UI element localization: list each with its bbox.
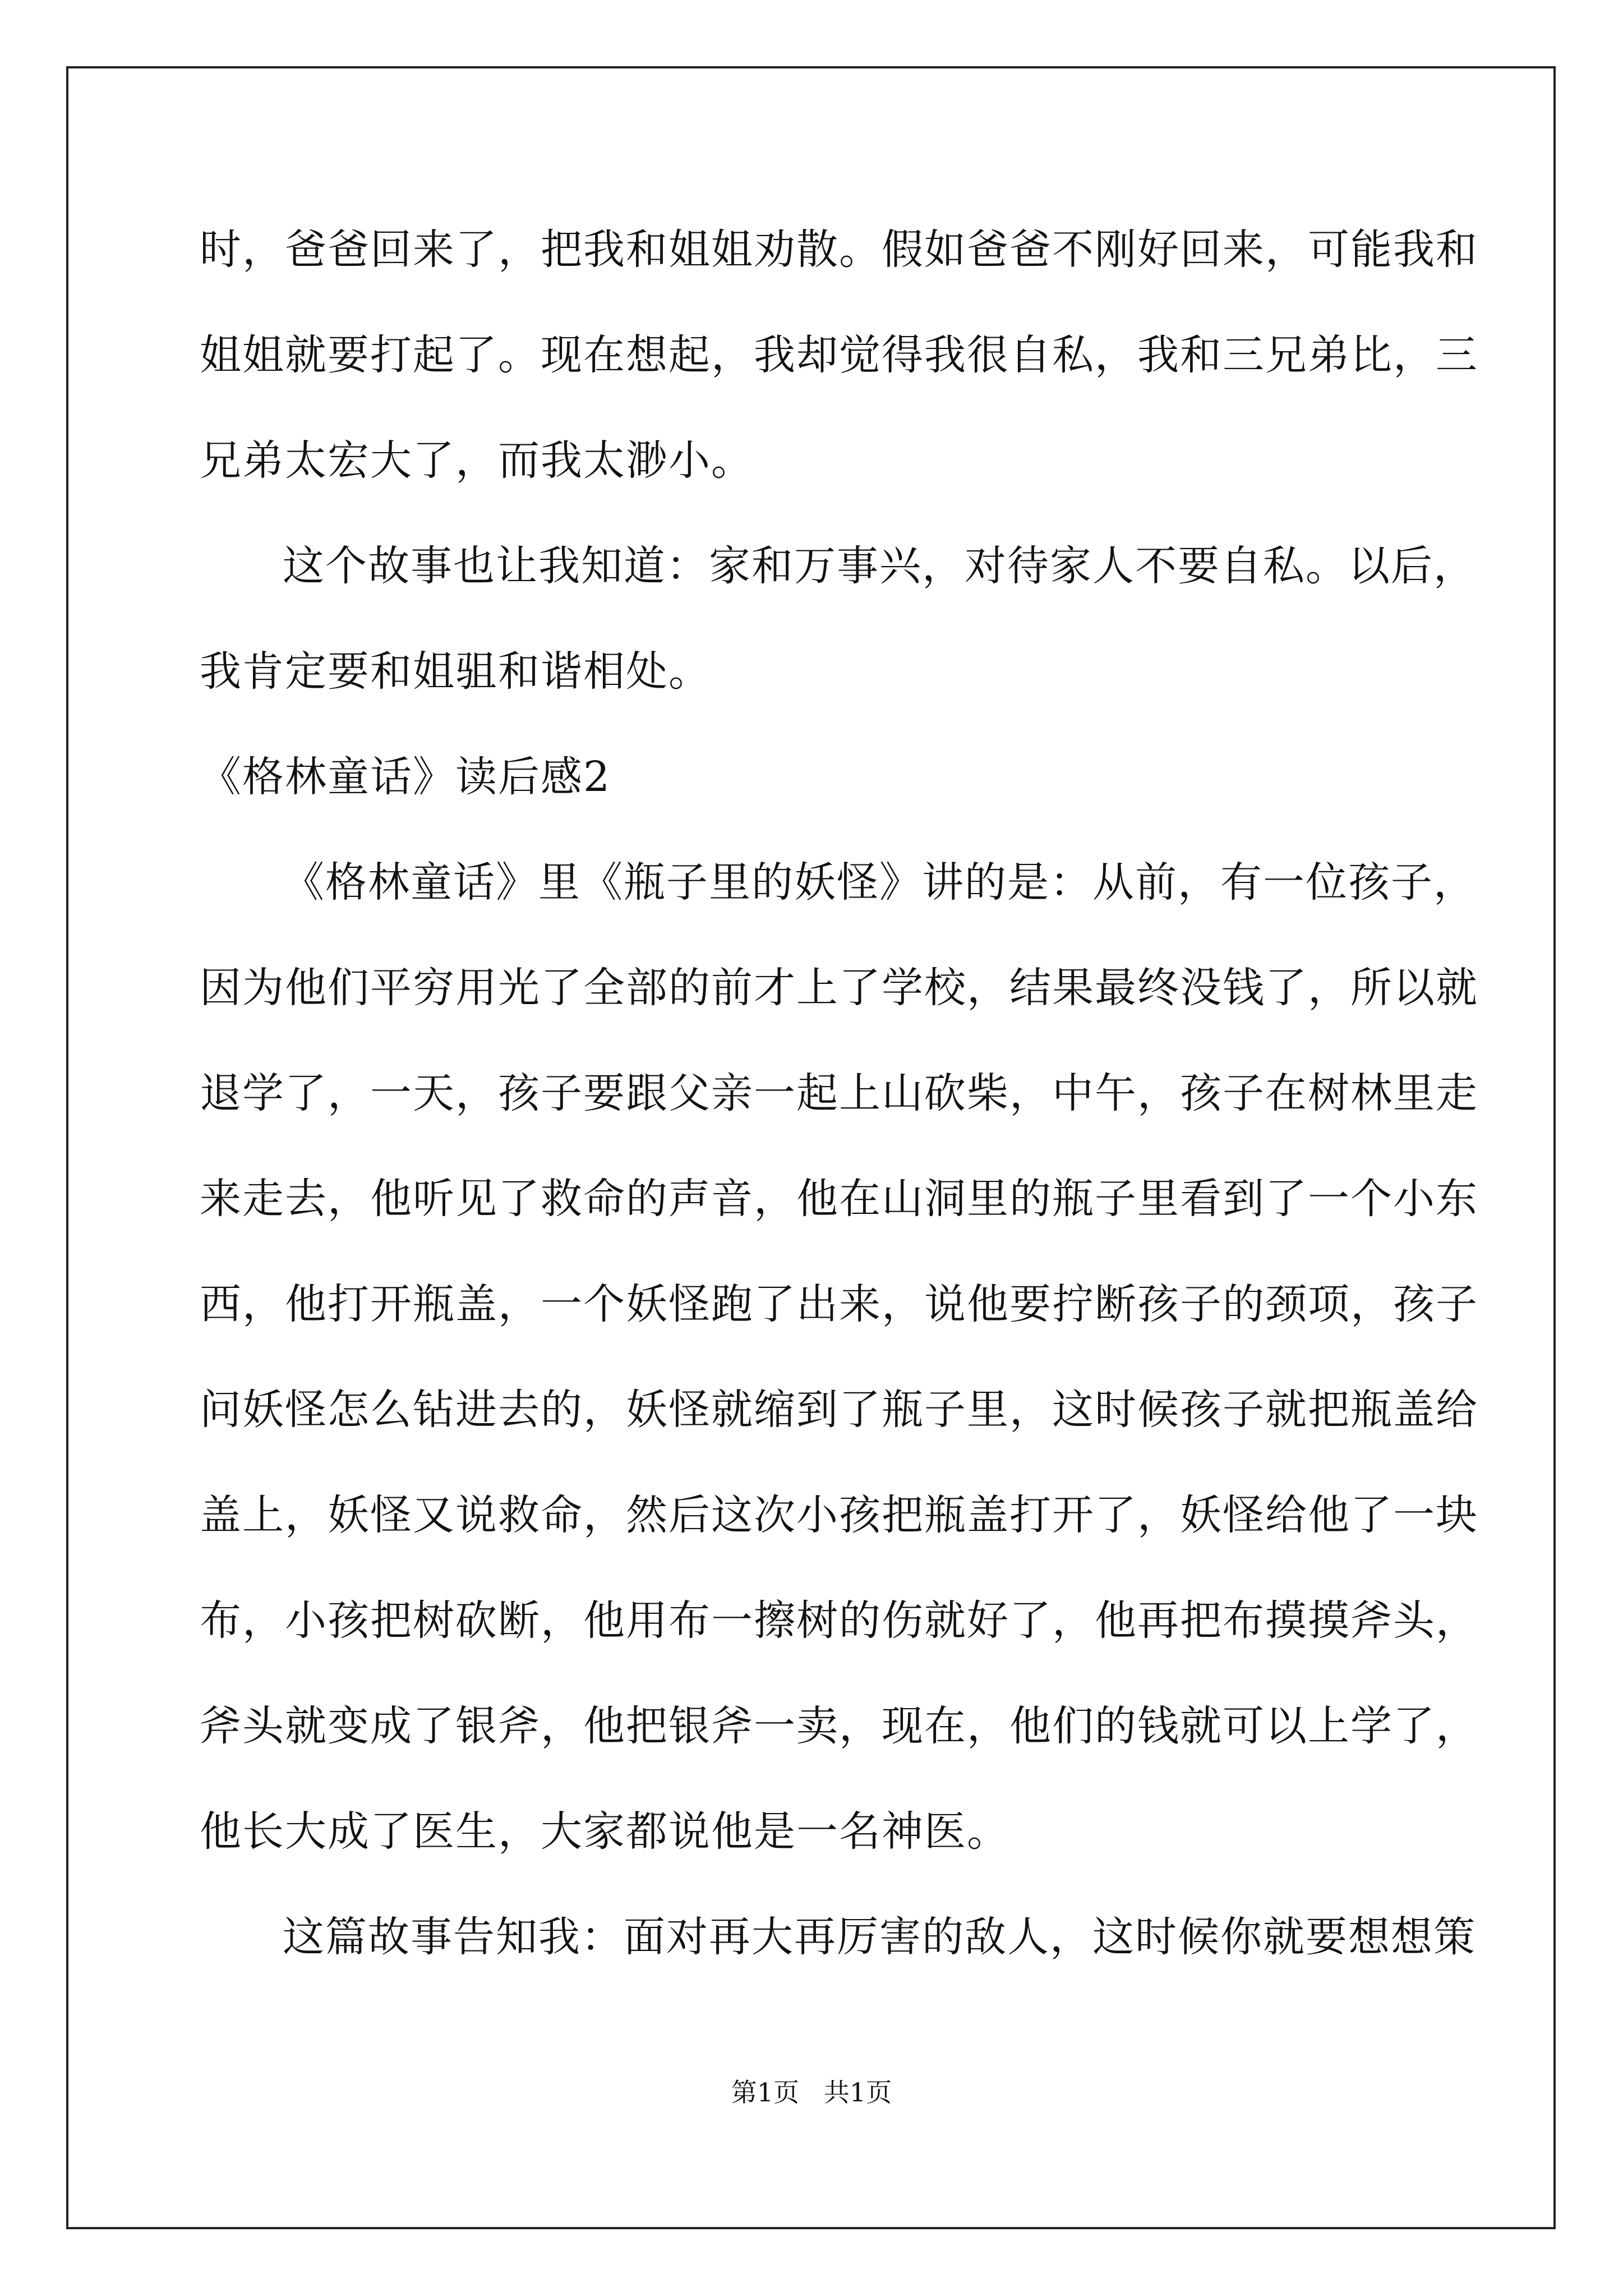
text-line: 盖上，妖怪又说救命，然后这次小孩把瓶盖打开了，妖怪给他了一块 [200,1491,1478,1539]
document-body [200,208,1478,2000]
text-line: 因为他们平穷用光了全部的前才上了学校，结果最终没钱了，所以就 [200,964,1478,1012]
text-line: 退学了，一天，孩子要跟父亲一起上山砍柴，中午，孩子在树林里走 [200,1069,1478,1117]
text-line: 兄弟太宏大了，而我太渺小。 [200,436,754,485]
text-line: 来走去，他听见了救命的声音，他在山洞里的瓶子里看到了一个小东 [200,1175,1478,1223]
text-line: 时，爸爸回来了，把我和姐姐劝散。假如爸爸不刚好回来，可能我和 [200,226,1478,274]
text-line: 他长大成了医生，大家都说他是一名神医。 [200,1807,1009,1856]
text-line: 斧头就变成了银斧，他把银斧一卖，现在，他们的钱就可以上学了， [200,1702,1478,1750]
paragraph-start-line: 这个故事也让我知道：家和万事兴，对待家人不要自私。以后， [283,542,1476,590]
text-line: 问妖怪怎么钻进去的，妖怪就缩到了瓶子里，这时候孩子就把瓶盖给 [200,1386,1478,1434]
page-number-footer: 第1页 共1页 [731,2077,892,2108]
text-line: 姐姐就要打起了。现在想起，我却觉得我很自私，我和三兄弟比，三 [200,331,1478,379]
text-line: 我肯定要和姐驵和谐相处。 [200,647,711,696]
paragraph-start-line: 这篇故事告知我：面对再大再厉害的敌人，这时候你就要想想策 [283,1913,1476,1961]
text-line: 布，小孩把树砍断，他用布一擦树的伤就好了，他再把布摸摸斧头， [200,1596,1478,1645]
paragraph-start-line: 《格林童话》里《瓶子里的妖怪》讲的是：从前，有一位孩子， [283,858,1476,907]
text-line: 西，他打开瓶盖，一个妖怪跑了出来，说他要拧断孩子的颈项，孩子 [200,1280,1478,1328]
section-heading: 《格林童话》读后感2 [200,753,611,801]
